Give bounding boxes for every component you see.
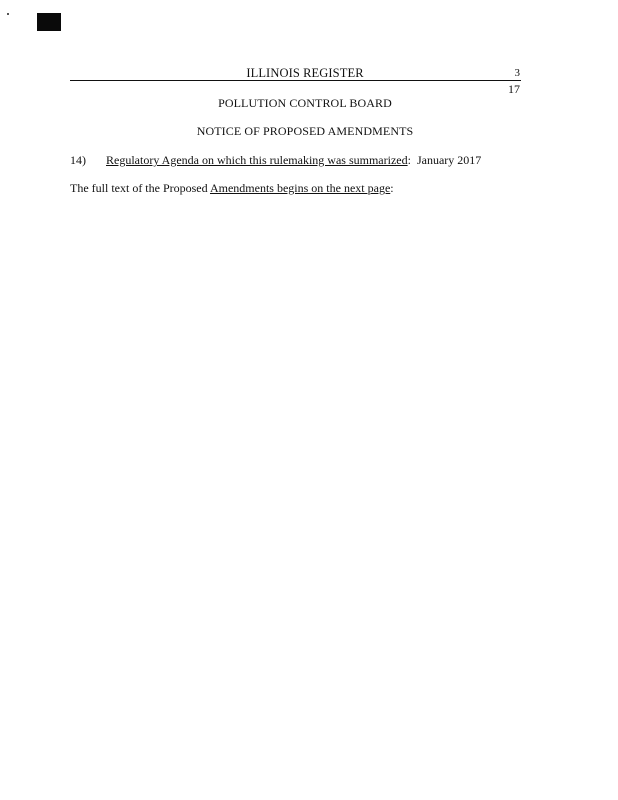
full-text-suffix: :	[390, 181, 394, 195]
full-text-prefix: The full text of the Proposed	[70, 181, 210, 195]
register-title: ILLINOIS REGISTER	[246, 66, 364, 80]
item-separator: :	[407, 153, 411, 167]
full-text-underlined: Amendments begins on the next page	[209, 181, 391, 195]
item-label: Regulatory Agenda on which this rulemaking was summarized	[106, 153, 408, 167]
item-number: 14)	[70, 153, 86, 167]
notice-title: NOTICE OF PROPOSED AMENDMENTS	[196, 124, 414, 138]
scan-corner-mark	[37, 13, 61, 31]
issue-number: 3	[514, 67, 520, 79]
scan-speck	[7, 13, 9, 15]
page-number: 17	[508, 82, 520, 96]
header-rule	[70, 80, 521, 81]
list-item	[70, 153, 481, 168]
agency-name: POLLUTION CONTROL BOARD	[218, 96, 392, 110]
item-value: January 2017	[416, 153, 482, 167]
page-numbers	[490, 66, 520, 96]
full-text-line	[70, 181, 394, 196]
